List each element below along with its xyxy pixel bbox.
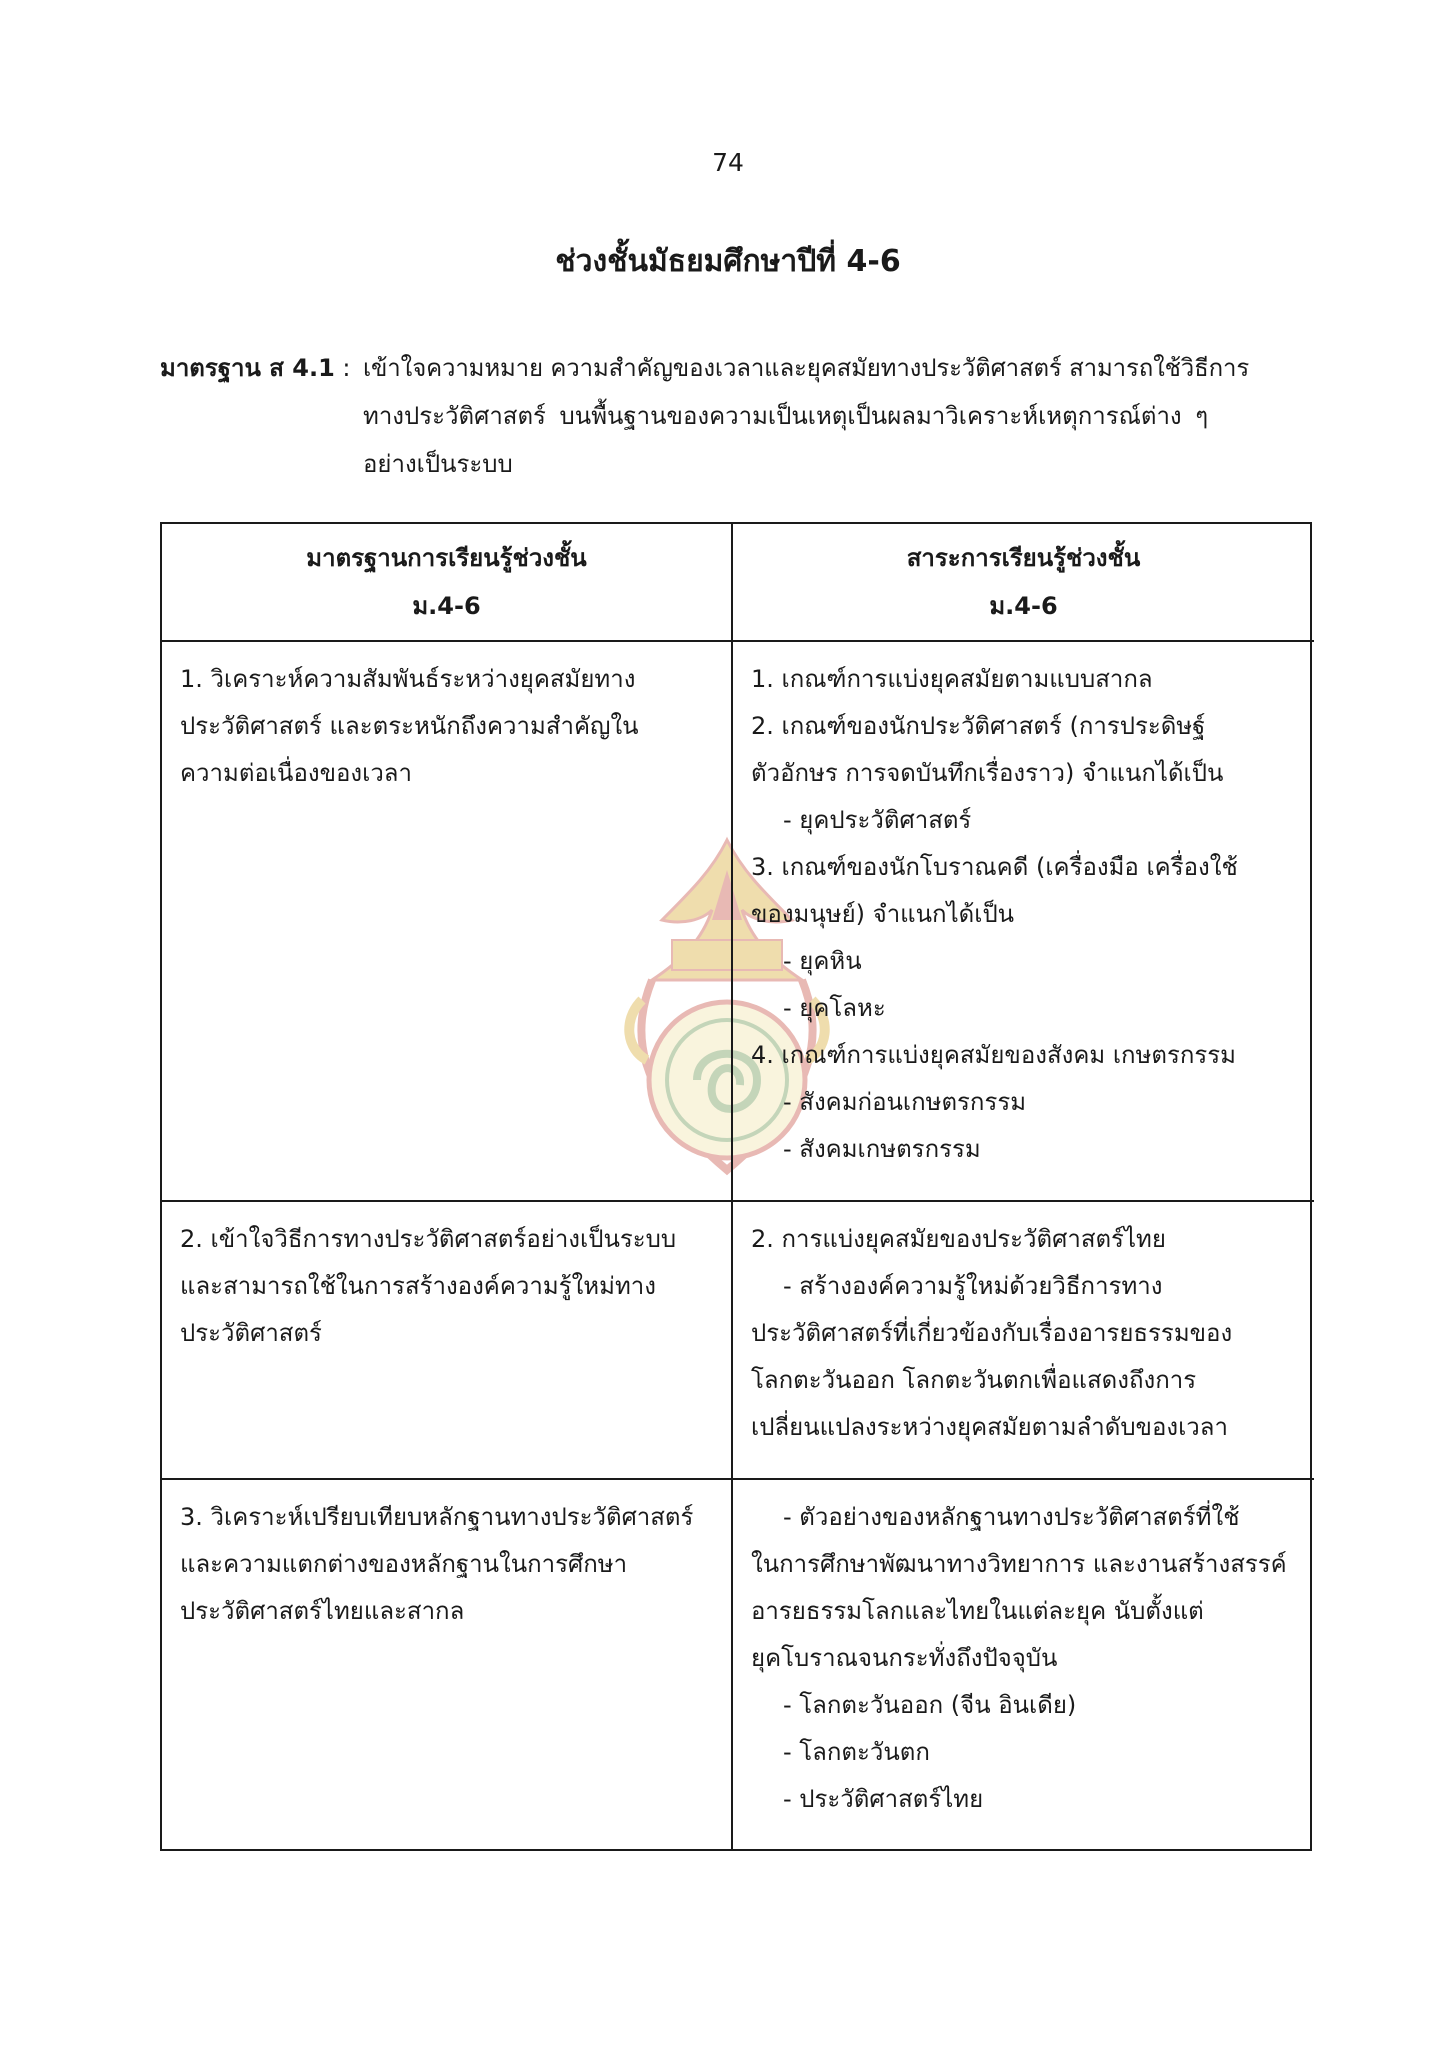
section-title: ช่วงชั้นมัธยมศึกษาปีที่ 4-6 xyxy=(555,244,901,279)
learning-content-cell xyxy=(732,1479,1314,1849)
column-header xyxy=(732,524,1314,641)
cell-line: - ยุคหิน xyxy=(783,947,862,975)
standard-colon: : xyxy=(334,354,351,382)
cell-line: ประวัติศาสตร์ และตระหนักถึงความสำคัญใน xyxy=(180,712,639,740)
table-row xyxy=(162,641,1314,1201)
learning-content-cell xyxy=(732,641,1314,1201)
learning-standard-cell xyxy=(162,1201,732,1479)
cell-line: - สังคมเกษตรกรรม xyxy=(783,1135,981,1163)
cell-line: 1. วิเคราะห์ความสัมพันธ์ระหว่างยุคสมัยทาง xyxy=(180,665,636,693)
cell-line: - ยุคโลหะ xyxy=(783,994,886,1022)
learning-standard-cell xyxy=(162,1479,732,1849)
cell-line: 2. เกณฑ์ของนักประวัติศาสตร์ (การประดิษฐ์ xyxy=(751,712,1206,740)
cell-line: ประวัติศาสตร์ xyxy=(180,1319,322,1347)
column-header-subtitle: ม.4-6 xyxy=(989,592,1058,620)
cell-line: - ตัวอย่างของหลักฐานทางประวัติศาสตร์ที่ใช้ xyxy=(783,1503,1240,1531)
column-header xyxy=(162,524,732,641)
cell-line: - สร้างองค์ความรู้ใหม่ด้วยวิธีการทาง xyxy=(783,1272,1163,1300)
cell-line: 3. เกณฑ์ของนักโบราณคดี (เครื่องมือ เครื่องใช้ xyxy=(751,853,1238,881)
cell-line: และความแตกต่างของหลักฐานในการศึกษา xyxy=(180,1550,628,1578)
standard-line: เข้าใจความหมาย ความสำคัญของเวลาและยุคสมัยทางประวัติศาสตร์ สามารถใช้วิธีการ xyxy=(363,354,1250,382)
table-header-row xyxy=(162,524,1314,641)
learning-standard-cell xyxy=(162,641,732,1201)
cell-line: ประวัติศาสตร์ไทยและสากล xyxy=(180,1597,465,1625)
cell-line: - ประวัติศาสตร์ไทย xyxy=(783,1785,984,1813)
cell-line: 4. เกณฑ์การแบ่งยุคสมัยของสังคม เกษตรกรรม xyxy=(751,1041,1236,1069)
cell-line: 1. เกณฑ์การแบ่งยุคสมัยตามแบบสากล xyxy=(751,665,1153,693)
cell-line: 2. เข้าใจวิธีการทางประวัติศาสตร์อย่างเป็นระบบ xyxy=(180,1225,677,1253)
cell-line: เปลี่ยนแปลงระหว่างยุคสมัยตามลำดับของเวลา xyxy=(751,1413,1228,1441)
learning-content-cell xyxy=(732,1201,1314,1479)
standard-description xyxy=(363,344,1320,488)
standard-line: ทางประวัติศาสตร์ บนพื้นฐานของความเป็นเหตุเป็นผลมาวิเคราะห์เหตุการณ์ต่าง ๆ xyxy=(363,402,1209,430)
cell-line: โลกตะวันออก โลกตะวันตกเพื่อแสดงถึงการ xyxy=(751,1366,1197,1394)
table-row xyxy=(162,1201,1314,1479)
curriculum-table xyxy=(160,522,1312,1851)
cell-line: 2. การแบ่งยุคสมัยของประวัติศาสตร์ไทย xyxy=(751,1225,1166,1253)
column-header-title: มาตรฐานการเรียนรู้ช่วงชั้น xyxy=(306,544,587,572)
cell-line: - โลกตะวันออก (จีน อินเดีย) xyxy=(783,1691,1077,1719)
cell-line: ในการศึกษาพัฒนาทางวิทยาการ และงานสร้างสรรค์ xyxy=(751,1550,1287,1578)
standard-line: อย่างเป็นระบบ xyxy=(363,450,513,478)
cell-line: 3. วิเคราะห์เปรียบเทียบหลักฐานทางประวัติศาสตร์ xyxy=(180,1503,694,1531)
cell-line: ยุคโบราณจนกระทั่งถึงปัจจุบัน xyxy=(751,1644,1058,1672)
cell-line: ความต่อเนื่องของเวลา xyxy=(180,759,412,787)
cell-line: - ยุคประวัติศาสตร์ xyxy=(783,806,972,834)
table-row xyxy=(162,1479,1314,1849)
cell-line: อารยธรรมโลกและไทยในแต่ละยุค นับตั้งแต่ xyxy=(751,1597,1204,1625)
cell-line: - โลกตะวันตก xyxy=(783,1738,930,1766)
standard-code: มาตรฐาน ส 4.1 xyxy=(160,354,335,382)
standard-block xyxy=(160,344,1320,488)
column-header-subtitle: ม.4-6 xyxy=(412,592,481,620)
standard-label xyxy=(160,344,363,488)
cell-line: และสามารถใช้ในการสร้างองค์ความรู้ใหม่ทาง xyxy=(180,1272,656,1300)
cell-line: - สังคมก่อนเกษตรกรรม xyxy=(783,1088,1027,1116)
cell-line: ประวัติศาสตร์ที่เกี่ยวข้องกับเรื่องอารยธรรมของ xyxy=(751,1319,1233,1347)
cell-line: ของมนุษย์) จำแนกได้เป็น xyxy=(751,900,1015,928)
cell-line: ตัวอักษร การจดบันทึกเรื่องราว) จำแนกได้เป็น xyxy=(751,759,1224,787)
page-number: 74 xyxy=(712,148,744,177)
column-header-title: สาระการเรียนรู้ช่วงชั้น xyxy=(906,544,1141,572)
